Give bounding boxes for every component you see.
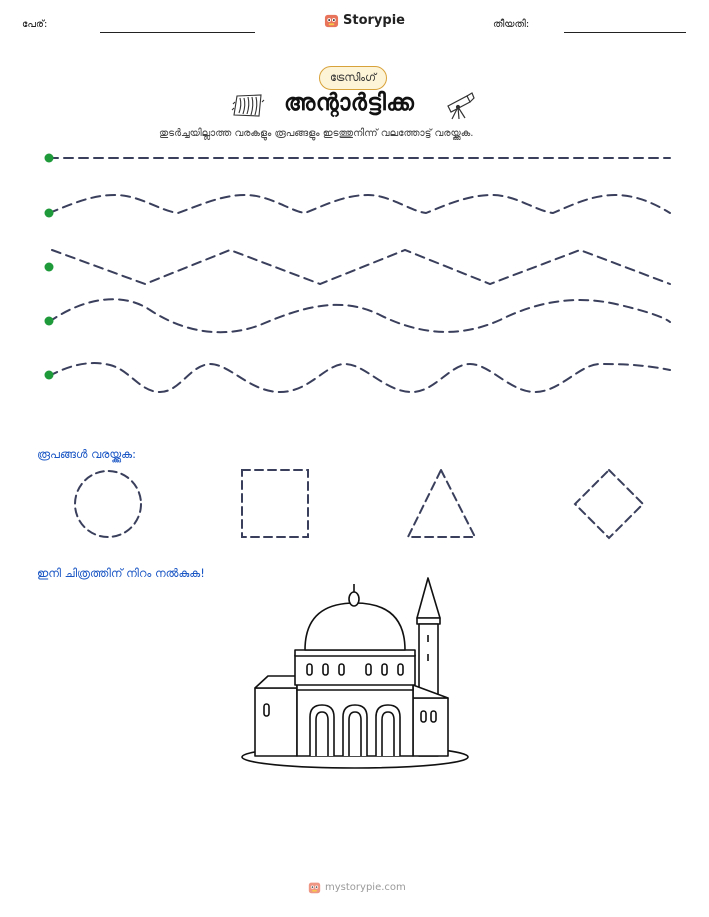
tracing-line-wave-1 xyxy=(49,195,670,213)
logo-text: Storypie xyxy=(343,13,405,28)
tracing-square xyxy=(242,470,308,537)
storypie-logo-icon xyxy=(308,881,321,894)
footer xyxy=(308,881,406,894)
tracing-line-wave-3 xyxy=(49,363,670,392)
tracing-line-zigzag xyxy=(52,250,670,284)
mosque-illustration[interactable] xyxy=(230,570,480,775)
tracing-triangle xyxy=(408,470,475,537)
tracing-circle xyxy=(75,471,141,537)
start-dot-icon xyxy=(45,154,54,163)
tracing-line-wave-2 xyxy=(49,299,670,332)
tracing-lines[interactable] xyxy=(0,0,709,400)
start-dot-icon xyxy=(45,263,54,272)
shapes-heading: രൂപങ്ങൾ വരയ്ക്കുക: xyxy=(37,447,137,461)
start-dot-icon xyxy=(45,371,54,380)
footer-text[interactable]: mystorypie.com xyxy=(325,882,406,893)
date-label: തീയതി: xyxy=(493,19,530,30)
tracing-diamond xyxy=(575,470,643,538)
start-dot-icon xyxy=(45,209,54,218)
tracing-shapes[interactable] xyxy=(0,460,709,550)
instruction-text: തുടർച്ചയില്ലാത്ത വരകളും രൂപങ്ങളും ഇടത്തുനിന്ന് വലത്തോട്ട് വരയ്ക്കുക. xyxy=(159,128,474,139)
coloring-heading: ഇനി ചിത്രത്തിന് നിറം നൽകുക! xyxy=(37,566,205,580)
start-dot-icon xyxy=(45,317,54,326)
name-label: പേര്: xyxy=(22,19,48,30)
tracing-badge: ട്രേസിംഗ് xyxy=(319,66,387,90)
page-title: അന്റാർട്ടിക്ക xyxy=(284,90,415,116)
